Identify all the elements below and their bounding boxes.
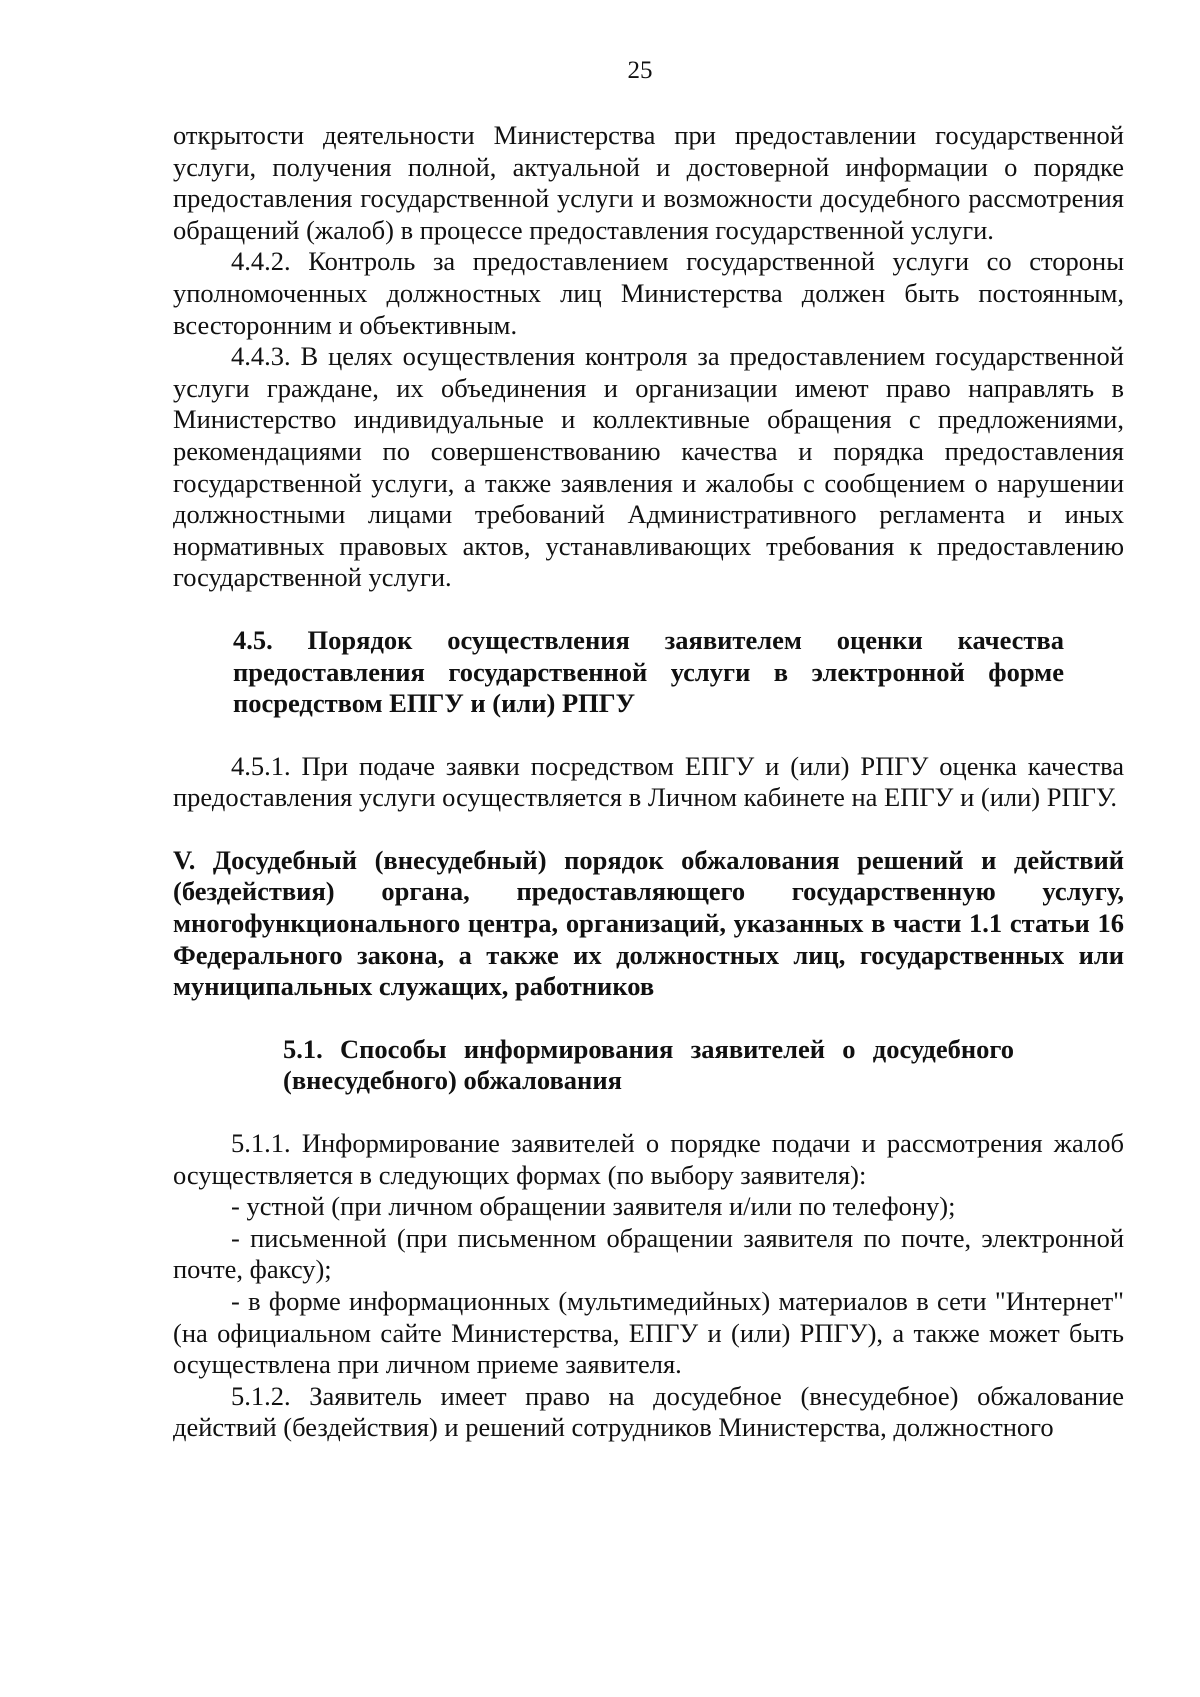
paragraph-5-1-2: 5.1.2. Заявитель имеет право на досудебное (внесудебное) обжалование действий (бездействия) и решений сотрудников Министерства, должностного bbox=[173, 1380, 1124, 1443]
paragraph-4-4-3: 4.4.3. В целях осуществления контроля за предоставлением государственной услуги граждане, их объединения и организации имеют право направлять в Министерство индивидуальные и коллективные обращения с предложениями, рекомендациями по совершенствованию качества и порядка предоставления государственной услуги, а также заявления и жалобы с сообщением о нарушении должностными лицами требований Административного регламента и иных нормативных правовых актов, устанавливающих требования к предоставлению государственной услуги. bbox=[173, 341, 1124, 593]
chapter-heading-v: V. Досудебный (внесудебный) порядок обжалования решений и действий (бездействия) органа, предоставляющего государственную услугу, многофункционального центра, организаций, указанных в части 1.1 статьи 16 Федерального закона, а также их должностных лиц, государственных или муниципальных служащих, работников bbox=[173, 844, 1124, 1002]
list-item-written: - письменной (при письменном обращении заявителя по почте, электронной почте, факсу); bbox=[173, 1222, 1124, 1285]
document-body bbox=[173, 120, 1124, 1444]
paragraph-4-5-1: 4.5.1. При подаче заявки посредством ЕПГУ и (или) РПГУ оценка качества предоставления услуги осуществляется в Личном кабинете на ЕПГУ и (или) РПГУ. bbox=[173, 750, 1124, 813]
paragraph-continuation: открытости деятельности Министерства при предоставлении государственной услуги, получения полной, актуальной и достоверной информации о порядке предоставления государственной услуги и возможности досудебного рассмотрения обращений (жалоб) в процессе предоставления государственной услуги. bbox=[173, 120, 1124, 245]
page-number: 25 bbox=[627, 57, 653, 84]
section-heading-4-5: 4.5. Порядок осуществления заявителем оценки качества предоставления государственной услуги в электронной форме посредством ЕПГУ и (или) РПГУ bbox=[233, 624, 1064, 719]
section-heading-5-1: 5.1. Способы информирования заявителей о досудебного (внесудебного) обжалования bbox=[283, 1033, 1014, 1096]
list-item-oral: - устной (при личном обращении заявителя и/или по телефону); bbox=[231, 1191, 956, 1222]
list-item-multimedia: - в форме информационных (мультимедийных) материалов в сети "Интернет" (на официальном сайте Министерства, ЕПГУ и (или) РПГУ), а также может быть осуществлена при личном приеме заявителя. bbox=[173, 1286, 1124, 1380]
paragraph-4-4-2: 4.4.2. Контроль за предоставлением государственной услуги со стороны уполномоченных должностных лиц Министерства должен быть постоянным, всесторонним и объективным. bbox=[173, 246, 1124, 340]
paragraph-5-1-1: 5.1.1. Информирование заявителей о порядке подачи и рассмотрения жалоб осуществляется в следующих формах (по выбору заявителя): bbox=[173, 1128, 1124, 1190]
